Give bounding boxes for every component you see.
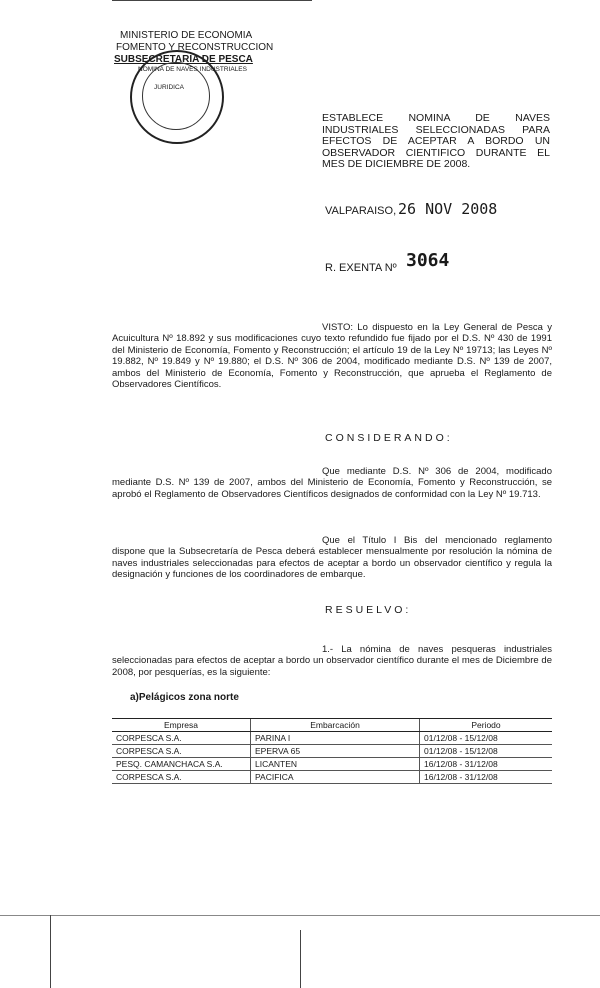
resolution-label: R. EXENTA Nº — [325, 262, 397, 274]
considerando-paragraph-2: Que el Título I Bis del mencionado reglamento dispone que la Subsecretaría de Pesca deberá establecer mensualmente por resolución la nómina de naves industriales seleccionadas para efectos de aceptar a bordo un observador científico y regula la designación y funciones de los coordinadores de embarque. — [112, 535, 552, 581]
cell-empresa: CORPESCA S.A. — [112, 732, 251, 745]
header-subsecretaria: SUBSECRETARIA DE PESCA — [114, 54, 253, 65]
footer-left-vertical-rule — [50, 915, 51, 988]
cell-empresa: PESQ. CAMANCHACA S.A. — [112, 758, 251, 771]
table-header-row — [112, 719, 552, 732]
col-embarcacion: Embarcación — [251, 719, 420, 732]
footer-mid-vertical-rule — [300, 930, 301, 988]
place-label: VALPARAISO, — [325, 205, 397, 217]
vessel-table — [112, 718, 552, 784]
cell-periodo: 16/12/08 - 31/12/08 — [420, 758, 553, 771]
resolution-number: 3064 — [406, 250, 450, 271]
table-row — [112, 771, 552, 784]
visto-paragraph: VISTO: Lo dispuesto en la Ley General de Pesca y Acuicultura Nº 18.892 y sus modificaciones cuyo texto refundido fue fijado por el D.S. Nº 430 de 1991 del Ministerio de Economía, Fomento y Reconstrucción; el artículo 19 de la Ley Nº 19713; las Leyes Nº 19.882, Nº 19.849 y Nº 19.880; el D.S. Nº 306 de 2004, modificado mediante D.S. Nº 139 de 2007, ambos del Ministerio de Economía, Fomento y Reconstrucción, que aprueba el Reglamento de Observadores Científicos. — [112, 322, 552, 391]
cell-embarcacion: PACIFICA — [251, 771, 420, 784]
cell-empresa: CORPESCA S.A. — [112, 745, 251, 758]
cell-embarcacion: LICANTEN — [251, 758, 420, 771]
table-row — [112, 745, 552, 758]
resolution-title: ESTABLECE NOMINA DE NAVES INDUSTRIALES SELECCIONADAS PARA EFECTOS DE ACEPTAR A BORDO UN OBSERVADOR CIENTIFICO DURANTE EL MES DE DICIEMBRE DE 2008. — [322, 112, 550, 170]
seal-text-juridica: JURIDICA — [154, 84, 184, 91]
section-pelagicos-norte: a)Pelágicos zona norte — [130, 692, 239, 703]
official-seal-stamp — [130, 50, 247, 144]
considerando-heading: CONSIDERANDO: — [325, 432, 453, 444]
footer-horizontal-rule — [0, 915, 600, 916]
resuelvo-paragraph-1: 1.- La nómina de naves pesqueras industriales seleccionadas para efectos de aceptar a bordo un observador científico durante el mes de Diciembre de 2008, por pesquerías, es la siguiente: — [112, 644, 552, 678]
table-row — [112, 758, 552, 771]
cell-empresa: CORPESCA S.A. — [112, 771, 251, 784]
cell-embarcacion: EPERVA 65 — [251, 745, 420, 758]
header-fomento: FOMENTO Y RECONSTRUCCION — [116, 42, 274, 53]
top-edge-rule — [112, 0, 312, 1]
header-ministry: MINISTERIO DE ECONOMIA — [120, 30, 253, 41]
date-stamp: 26 NOV 2008 — [398, 200, 498, 218]
cell-periodo: 01/12/08 - 15/12/08 — [420, 732, 553, 745]
col-periodo: Periodo — [420, 719, 553, 732]
resuelvo-heading: RESUELVO: — [325, 604, 412, 616]
seal-text-nomina: NOMINA DE NAVES INDUSTRIALES — [138, 66, 247, 73]
col-empresa: Empresa — [112, 719, 251, 732]
table-row — [112, 732, 552, 745]
considerando-paragraph-1: Que mediante D.S. Nº 306 de 2004, modificado mediante D.S. Nº 139 de 2007, ambos del Ministerio de Economía, Fomento y Reconstrucción, se aprobó el Reglamento de Observadores Científicos designados de conformidad con la Ley Nº 19.713. — [112, 466, 552, 500]
cell-periodo: 01/12/08 - 15/12/08 — [420, 745, 553, 758]
cell-embarcacion: PARINA I — [251, 732, 420, 745]
cell-periodo: 16/12/08 - 31/12/08 — [420, 771, 553, 784]
